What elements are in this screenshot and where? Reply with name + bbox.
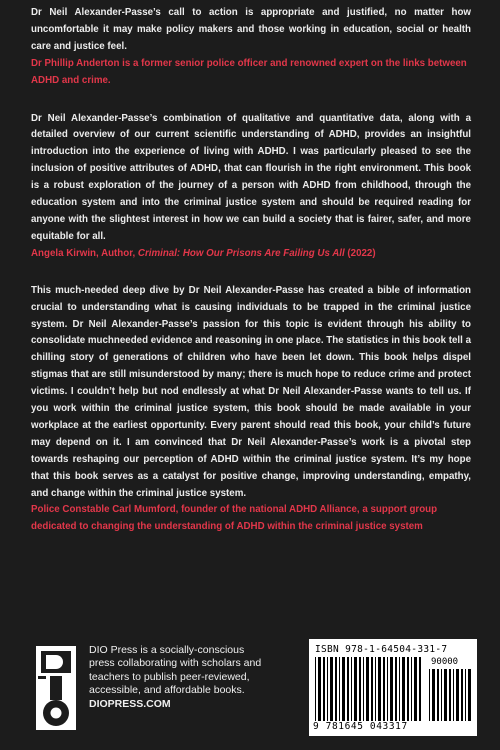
cover-footer — [0, 628, 500, 750]
barcode-bars-icon — [315, 657, 423, 721]
isbn-number: ISBN 978-1-64504-331-7 — [315, 644, 448, 655]
review-1 — [31, 5, 471, 90]
publisher-url: DIOPRESS.COM — [89, 697, 171, 710]
price-code: 90000 — [431, 657, 459, 667]
review-2-book-title: Criminal: How Our Prisons Are Failing Us All — [137, 247, 345, 259]
review-1-attribution: Dr Phillip Anderton is a former senior police officer and renowned expert on the links between ADHD and crime. — [31, 57, 467, 86]
back-cover-reviews — [31, 5, 471, 554]
ean-digits: 9 781645 043317 — [313, 721, 408, 732]
addon-barcode-bars-icon — [429, 669, 471, 721]
review-2-author: Angela Kirwin, Author, — [31, 247, 136, 259]
review-3-text: This much-needed deep dive by Dr Neil Alexander-Passe has created a bible of information crucial to understanding what is causing individuals to be trapped in the criminal justice system. Dr Neil Alexander-Passe’s passion for this topic is evident through his ability to consolidate muchneeded evidence and reasoning in one place. The statistics in this book tell a chilling story of generations of children who have been let down. This book helps dispel stigmas that are still misunderstood by many; there is much hope to reduce crime and protect victims. I couldn’t help but nod endlessly at what Dr Neil Alexander-Passe wants to tell us. If you work within the criminal justice system, this book should be made available in your workplace at the earliest opportunity. Every parent should read this book, your child’s future may depend on it. I am convinced that Dr Neil Alexander-Passe’s work is a pivotal step towards reshaping our perception of ADHD within the criminal justice system. It’s my hope that this book serves as a catalyst for positive change, improving understanding, empathy, and change within the criminal justice system. — [31, 284, 471, 499]
review-2-text: Dr Neil Alexander-Passe’s combination of qualitative and quantitative data, along with a detailed overview of our current scientific understanding of ADHD, provides an insightful introduction into the experience of living with ADHD. I was particularly pleased to see the inclusion of positive attributes of ADHD, that can flourish in the right environment. This book is a robust exploration of the journey of a person with ADHD from childhood, through the education system and into the criminal justice system and should be required reading for anyone with the slightest interest in how we can build a society that is fairer, safer, and more equitable for all. — [31, 112, 471, 242]
review-3-attribution: Police Constable Carl Mumford, founder of the national ADHD Alliance, a support group dedicated to changing the understanding of ADHD within the criminal justice system — [31, 504, 438, 533]
review-3 — [31, 283, 471, 537]
review-2-attribution — [31, 246, 471, 263]
review-1-text: Dr Neil Alexander-Passe’s call to action is appropriate and justified, no matter how uncomfortable it may make policy makers and those working in education, social or health care and justice feel. — [31, 7, 471, 52]
review-2-year: (2022) — [347, 247, 376, 259]
publisher-blurb: DIO Press is a socially-conscious press collaborating with scholars and teachers to publish peer-reviewed, accessible, and affordable books. — [89, 644, 262, 697]
publisher-info — [89, 644, 269, 711]
review-2 — [31, 111, 471, 263]
dio-press-logo — [36, 646, 76, 730]
isbn-barcode — [309, 639, 477, 736]
